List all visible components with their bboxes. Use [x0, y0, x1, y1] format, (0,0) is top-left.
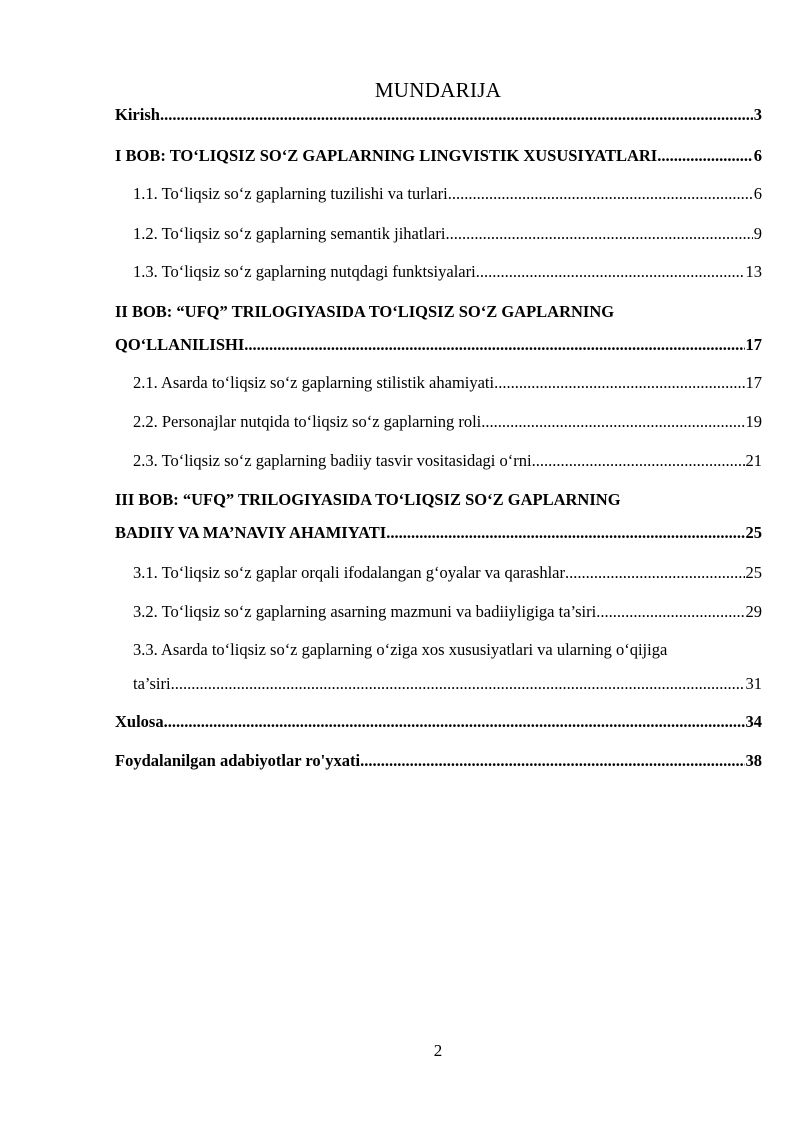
- toc-entry-label: ta’siri: [133, 674, 171, 693]
- toc-entry-page: 34: [745, 712, 762, 731]
- page-number: 2: [433, 1041, 443, 1060]
- toc-leader-dots: [448, 184, 753, 204]
- toc-leader-dots: [596, 602, 744, 622]
- toc-leader-dots: [494, 373, 744, 393]
- toc-entry-label-line1: III BOB: “UFQ” TRILOGIYASIDA TO‘LIQSIZ SO‘Z GAPLARNING: [115, 490, 621, 509]
- toc-entry-chapter-3[interactable]: [115, 490, 762, 543]
- toc-entry-page: 6: [753, 184, 762, 203]
- toc-entry-page: 25: [745, 563, 762, 582]
- toc-entry-page: 17: [745, 373, 762, 392]
- toc-entry-label: Kirish: [115, 105, 160, 124]
- toc-leader-dots: [164, 712, 745, 732]
- toc-leader-dots: [532, 451, 745, 471]
- toc-entry-page: 29: [745, 602, 762, 621]
- toc-entry-label: I BOB: TO‘LIQSIZ SO‘Z GAPLARNING LINGVISTIK XUSUSIYATLARI: [115, 146, 658, 165]
- toc-leader-dots: [445, 224, 752, 244]
- toc-entry-section-1-1[interactable]: [133, 184, 762, 204]
- toc-entry-page: 9: [753, 224, 762, 243]
- toc-entry-label: 3.1. To‘liqsiz so‘z gaplar orqali ifodalangan g‘oyalar va qarashlar: [133, 563, 565, 582]
- toc-leader-dots: [476, 262, 745, 282]
- toc-entry-label: 2.1. Asarda to‘liqsiz so‘z gaplarning stilistik ahamiyati: [133, 373, 495, 392]
- toc-entry-section-2-2[interactable]: [133, 412, 762, 432]
- toc-leader-dots: [565, 563, 745, 583]
- toc-entry-section-3-2[interactable]: [133, 602, 762, 622]
- toc-entry-label: Xulosa: [115, 712, 164, 731]
- toc-leader-dots: [360, 751, 744, 771]
- toc-entry-page: 13: [745, 262, 762, 281]
- toc-entry-page: 21: [745, 451, 762, 470]
- toc-entry-page: 25: [745, 523, 762, 542]
- toc-entry-page: 19: [745, 412, 762, 431]
- toc-leader-dots: [386, 523, 744, 543]
- toc-entry-label-line1: II BOB: “UFQ” TRILOGIYASIDA TO‘LIQSIZ SO‘Z GAPLARNING: [115, 302, 615, 321]
- toc-entry-section-2-3[interactable]: [133, 451, 762, 471]
- toc-entry-page: 38: [745, 751, 762, 770]
- toc-entry-label: 2.3. To‘liqsiz so‘z gaplarning badiiy tasvir vositasidagi o‘rni: [133, 451, 532, 470]
- toc-leader-dots: [244, 335, 744, 355]
- toc-entry-section-3-1[interactable]: [133, 563, 762, 583]
- page-title: MUNDARIJA: [374, 78, 502, 102]
- toc-entry-label: BADIIY VA MA’NAVIY AHAMIYATI: [115, 523, 387, 542]
- toc-entry-xulosa[interactable]: [115, 712, 762, 732]
- toc-leader-dots: [657, 146, 753, 166]
- toc-leader-dots: [160, 105, 753, 125]
- toc-entry-page: 3: [753, 105, 762, 124]
- toc-entry-page: 6: [753, 146, 762, 165]
- toc-entry-page: 31: [745, 674, 762, 693]
- toc-entry-page: 17: [745, 335, 762, 354]
- toc-entry-references[interactable]: [115, 751, 762, 771]
- toc-entry-label: 3.2. To‘liqsiz so‘z gaplarning asarning mazmuni va badiiyligiga ta’siri: [133, 602, 597, 621]
- toc-leader-dots: [171, 674, 745, 694]
- toc-entry-label: Foydalanilgan adabiyotlar ro'yxati: [115, 751, 361, 770]
- toc-entry-label-line1: 3.3. Asarda to‘liqsiz so‘z gaplarning o‘ziga xos xususiyatlari va ularning o‘qijiga: [133, 640, 668, 659]
- toc-entry-chapter-1[interactable]: [115, 146, 762, 166]
- toc-entry-label: 1.3. To‘liqsiz so‘z gaplarning nutqdagi funktsiyalari: [133, 262, 476, 281]
- toc-entry-section-1-2[interactable]: [133, 224, 762, 244]
- toc-entry-label: QO‘LLANILISHI: [115, 335, 245, 354]
- toc-entry-label: 2.2. Personajlar nutqida to‘liqsiz so‘z gaplarning roli: [133, 412, 482, 431]
- toc-entry-label: 1.1. To‘liqsiz so‘z gaplarning tuzilishi va turlari: [133, 184, 448, 203]
- toc-leader-dots: [481, 412, 744, 432]
- toc-entry-section-1-3[interactable]: [133, 262, 762, 282]
- toc-entry-chapter-2[interactable]: [115, 302, 762, 355]
- toc-entry-section-3-3[interactable]: [133, 640, 762, 694]
- toc-entry-label: 1.2. To‘liqsiz so‘z gaplarning semantik jihatlari: [133, 224, 446, 243]
- toc-entry-kirish[interactable]: [115, 105, 762, 125]
- toc-entry-section-2-1[interactable]: [133, 373, 762, 393]
